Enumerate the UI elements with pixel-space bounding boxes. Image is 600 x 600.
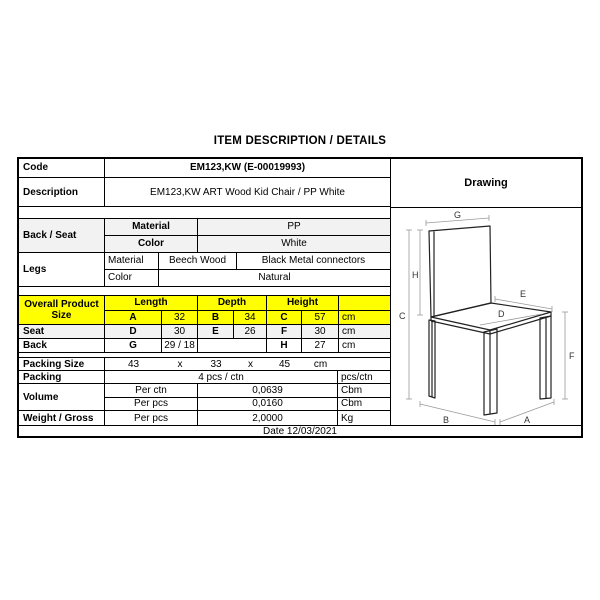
dim-key-d: D xyxy=(105,325,162,338)
back-seat-material-value: PP xyxy=(287,221,301,233)
dim-label-c: C xyxy=(399,311,406,321)
back-seat-material-label: Material xyxy=(105,219,198,235)
dim-key-b: B xyxy=(198,311,234,325)
dim-val-e: 26 xyxy=(234,325,267,338)
dim-key-g: G xyxy=(105,339,162,352)
legs-color-label: Color xyxy=(105,270,159,286)
drawing-header: Drawing xyxy=(391,159,581,208)
weight-row xyxy=(19,411,390,425)
item-details-table xyxy=(17,157,583,438)
weight-per-label: Per pcs xyxy=(105,411,198,425)
per-pcs-label: Per pcs xyxy=(105,398,198,411)
volume-group xyxy=(19,384,390,411)
dim-label-g: G xyxy=(454,210,462,220)
per-ctn-label: Per ctn xyxy=(105,384,198,397)
overall-product-size-label xyxy=(19,296,105,324)
packing-row xyxy=(19,371,390,384)
packing-size-row xyxy=(19,358,390,372)
code-label: Code xyxy=(19,159,105,177)
size-header-empty-cell xyxy=(339,296,390,310)
packing-size-height: 45 xyxy=(278,358,291,370)
dim-key-f: F xyxy=(267,325,302,338)
overall-product-line2: Size xyxy=(51,310,72,322)
weight-label: Weight / Gross xyxy=(19,411,105,425)
chair-drawing xyxy=(391,208,581,425)
page-title: ITEM DESCRIPTION / DETAILS xyxy=(213,135,387,147)
code-value: EM123,KW (E-00019993) xyxy=(189,162,306,174)
back-seat-material-row xyxy=(105,219,390,236)
volume-label: Volume xyxy=(19,384,105,410)
date-value: Date 12/03/2021 xyxy=(263,426,337,437)
back-unit: cm xyxy=(342,339,356,351)
date-row xyxy=(19,425,581,437)
height-header: Height xyxy=(267,296,339,310)
back-seat-color-value: White xyxy=(281,238,307,250)
legs-material-label: Material xyxy=(105,253,159,269)
packing-size-length: 43 xyxy=(127,358,140,370)
spacer-cell xyxy=(19,207,390,218)
drawing-column xyxy=(391,159,581,425)
per-pcs-value: 0,0160 xyxy=(198,398,338,411)
overall-product-line1: Overall Product xyxy=(24,298,99,310)
dim-val-f: 30 xyxy=(302,325,339,338)
packing-size-depth: 33 xyxy=(210,358,222,370)
description-value: EM123,KW ART Wood Kid Chair / PP White xyxy=(150,186,345,198)
back-empty-cell xyxy=(198,339,267,352)
back-seat-group xyxy=(19,219,390,253)
legs-label: Legs xyxy=(19,253,105,286)
overall-unit: cm xyxy=(339,311,390,325)
packing-unit: pcs/ctn xyxy=(341,371,373,383)
spacer-cell xyxy=(19,353,390,357)
drawing-area xyxy=(391,208,581,425)
back-seat-label: Back / Seat xyxy=(19,219,105,252)
dim-val-a: 32 xyxy=(162,311,198,325)
size-axis-header-row xyxy=(105,296,390,311)
legs-group xyxy=(19,253,390,287)
spacer-row xyxy=(19,207,390,219)
dim-val-b: 34 xyxy=(234,311,267,325)
legs-material-row xyxy=(105,253,390,270)
back-seat-color-row xyxy=(105,236,390,252)
dim-key-c: C xyxy=(267,311,302,325)
dim-val-h: 27 xyxy=(302,339,339,352)
dim-val-c: 57 xyxy=(302,311,339,325)
description-label: Description xyxy=(19,178,105,207)
back-size-row xyxy=(19,339,390,353)
weight-unit: Kg xyxy=(341,412,354,424)
packing-size-x2: x xyxy=(248,358,253,370)
description-row xyxy=(19,178,390,208)
packing-size-values xyxy=(105,358,390,371)
code-row xyxy=(19,159,390,178)
dim-key-e: E xyxy=(198,325,234,338)
per-ctn-value: 0,0639 xyxy=(198,384,338,397)
volume-per-pcs-row xyxy=(105,398,390,411)
weight-value: 2,0000 xyxy=(198,411,338,425)
seat-size-row xyxy=(19,325,390,339)
size-header-group xyxy=(19,296,390,325)
back-label: Back xyxy=(19,339,105,352)
per-ctn-unit: Cbm xyxy=(341,384,363,396)
legs-color-row xyxy=(105,270,390,286)
packing-label: Packing xyxy=(19,371,105,383)
dim-val-d: 30 xyxy=(162,325,198,338)
seat-unit: cm xyxy=(342,325,356,337)
spec-left-section xyxy=(19,159,391,425)
seat-label: Seat xyxy=(19,325,105,338)
dim-label-a: A xyxy=(524,415,531,425)
length-header: Length xyxy=(105,296,198,310)
dim-label-d: D xyxy=(498,309,505,319)
dim-label-e: E xyxy=(520,289,527,299)
dim-label-b: B xyxy=(443,415,450,425)
table-main xyxy=(19,159,581,425)
legs-material-wood: Beech Wood xyxy=(159,253,237,269)
depth-header: Depth xyxy=(198,296,267,310)
dim-label-h: H xyxy=(412,270,419,280)
legs-color-value: Natural xyxy=(258,272,291,284)
back-seat-color-label: Color xyxy=(105,236,198,252)
dim-label-f: F xyxy=(569,351,575,361)
packing-size-unit: cm xyxy=(313,358,328,370)
volume-per-ctn-row xyxy=(105,384,390,398)
overall-size-values-row xyxy=(105,311,390,325)
spacer-row xyxy=(19,287,390,296)
packing-size-label: Packing Size xyxy=(19,358,105,371)
dim-val-g: 29 / 18 xyxy=(162,339,198,352)
dim-key-a: A xyxy=(105,311,162,325)
packing-size-x1: x xyxy=(177,358,183,370)
per-pcs-unit: Cbm xyxy=(341,398,363,410)
spacer-cell xyxy=(19,287,390,295)
packing-value: 4 pcs / ctn xyxy=(105,371,338,383)
dim-key-h: H xyxy=(267,339,302,352)
legs-material-connectors: Black Metal connectors xyxy=(261,255,366,267)
